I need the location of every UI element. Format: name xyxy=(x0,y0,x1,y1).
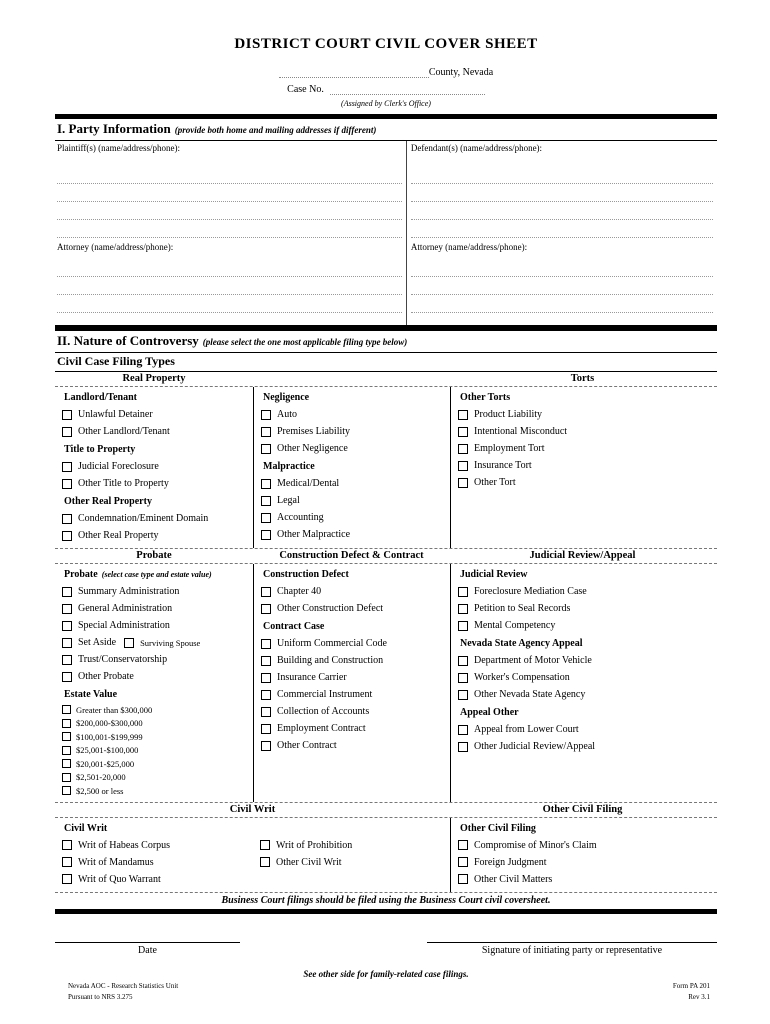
plaintiff-write-line[interactable] xyxy=(57,220,402,238)
checkbox[interactable] xyxy=(261,656,271,666)
band-header-label: Torts xyxy=(570,373,595,384)
plaintiffs-label: Plaintiff(s) (name/address/phone): xyxy=(57,143,181,153)
checkbox-label: Judicial Foreclosure xyxy=(78,461,159,472)
party-information-table xyxy=(55,141,717,326)
defendants-label: Defendant(s) (name/address/phone): xyxy=(410,143,543,153)
checkbox[interactable] xyxy=(458,742,468,752)
filing-group xyxy=(261,392,450,457)
checkbox[interactable] xyxy=(458,587,468,597)
filing-type-option xyxy=(62,757,253,771)
section2-header xyxy=(55,331,717,353)
checkbox[interactable] xyxy=(458,621,468,631)
footer-left xyxy=(68,981,178,1002)
group-title: Probate (select case type and estate value) xyxy=(64,569,212,580)
checkbox-label: Other Civil Matters xyxy=(474,873,553,885)
checkbox-label: $2,500 or less xyxy=(76,785,124,796)
group-title: Malpractice xyxy=(263,461,315,472)
footer-agency: Nevada AOC - Research Statistics Unit xyxy=(68,982,179,990)
filing-type-option xyxy=(261,423,450,440)
checkbox-label: Insurance Carrier xyxy=(277,672,347,683)
checkbox-label: Unlawful Detainer xyxy=(78,409,153,420)
group-title xyxy=(260,823,450,835)
checkbox-label: Writ of Habeas Corpus xyxy=(78,839,171,851)
checkbox[interactable] xyxy=(458,840,468,850)
group-title: Appeal Other xyxy=(460,707,519,718)
checkbox-label: General Administration xyxy=(78,603,173,614)
filing-type-option xyxy=(62,527,253,544)
checkbox-label: Trust/Conservatorship xyxy=(78,654,168,665)
filing-type-option xyxy=(62,475,253,492)
checkbox[interactable] xyxy=(458,444,468,454)
checkbox-label: Compromise of Minor's Claim xyxy=(474,839,597,851)
group-note: (select case type and estate value) xyxy=(97,570,212,579)
band-header-label: Civil Writ xyxy=(229,803,276,815)
filing-type-option xyxy=(261,600,450,617)
filing-band-3 xyxy=(55,802,717,892)
checkbox-label: Summary Administration xyxy=(78,586,180,597)
defendant-attorney-label: Attorney (name/address/phone): xyxy=(410,242,528,252)
band-header-row xyxy=(55,549,717,564)
checkbox[interactable] xyxy=(261,444,271,454)
filing-type-option xyxy=(261,492,450,509)
filing-group xyxy=(458,823,715,888)
checkbox[interactable] xyxy=(62,587,72,597)
band-header-row xyxy=(55,372,717,387)
filing-type-option xyxy=(261,475,450,492)
checkbox[interactable] xyxy=(261,724,271,734)
civil-case-filing-types-title: Civil Case Filing Types xyxy=(55,353,717,372)
filing-type-option xyxy=(260,837,450,854)
checkbox-label: Insurance Tort xyxy=(474,460,532,471)
filing-type-option xyxy=(62,871,253,888)
checkbox-label: Department of Motor Vehicle xyxy=(474,655,592,666)
checkbox-label: Petition to Seal Records xyxy=(474,603,571,614)
filing-type-option xyxy=(62,784,253,798)
filing-type-option xyxy=(458,583,715,600)
county-input-line[interactable] xyxy=(279,67,429,78)
checkbox[interactable] xyxy=(261,427,271,437)
checkbox[interactable] xyxy=(62,621,72,631)
checkbox-label: Other Judicial Review/Appeal xyxy=(474,741,596,752)
filing-type-option xyxy=(261,406,450,423)
filing-type-option xyxy=(261,526,450,543)
attorney-write-line[interactable] xyxy=(411,255,713,277)
plaintiff-attorney-column xyxy=(55,141,406,325)
checkbox[interactable] xyxy=(458,410,468,420)
group-title: Landlord/Tenant xyxy=(64,392,137,403)
checkbox-label: Foreclosure Mediation Case xyxy=(474,586,587,597)
band-column xyxy=(253,564,450,802)
band-header-label: Real Property xyxy=(122,373,186,384)
band-header-label: Construction Defect & Contract xyxy=(279,550,424,561)
filing-group xyxy=(458,569,715,634)
filing-type-option xyxy=(458,617,715,634)
filing-type-option xyxy=(458,652,715,669)
checkbox-label: Condemnation/Eminent Domain xyxy=(78,513,209,524)
defendant-attorney-column xyxy=(406,141,717,325)
case-number-row xyxy=(55,84,717,98)
band-column xyxy=(253,818,450,892)
checkbox-label: Other Construction Defect xyxy=(277,603,384,614)
checkbox-label: Collection of Accounts xyxy=(277,706,370,717)
checkbox[interactable] xyxy=(260,857,270,867)
checkbox[interactable] xyxy=(62,857,72,867)
checkbox[interactable] xyxy=(261,530,271,540)
filing-type-option xyxy=(260,854,450,871)
checkbox-label: $20,001-$25,000 xyxy=(76,758,135,769)
checkbox-label: Other Negligence xyxy=(277,443,348,454)
filing-type-option xyxy=(62,406,253,423)
filing-type-option xyxy=(261,652,450,669)
checkbox[interactable] xyxy=(261,707,271,717)
checkbox[interactable] xyxy=(261,513,271,523)
county-label: County, Nevada xyxy=(428,67,494,78)
form-title: DISTRICT COURT CIVIL COVER SHEET xyxy=(234,36,538,52)
checkbox[interactable] xyxy=(62,462,72,472)
checkbox[interactable] xyxy=(458,857,468,867)
checkbox-label: Worker's Compensation xyxy=(474,672,570,683)
section2-title: II. Nature of Controversy xyxy=(57,333,199,348)
checkbox-label: Other Tort xyxy=(474,477,516,488)
filing-type-option xyxy=(458,721,715,738)
checkbox[interactable] xyxy=(261,587,271,597)
checkbox[interactable] xyxy=(261,741,271,751)
checkbox[interactable] xyxy=(261,410,271,420)
filing-group xyxy=(62,496,253,544)
section1-subtitle: (provide both home and mailing addresses if different) xyxy=(174,125,377,135)
checkbox-label: Building and Construction xyxy=(277,655,384,666)
checkbox[interactable] xyxy=(62,514,72,524)
bottom-divider-bar xyxy=(55,909,717,914)
checkbox[interactable] xyxy=(62,773,71,782)
filing-type-option xyxy=(458,854,715,871)
filing-type-option xyxy=(62,617,253,634)
filing-type-option xyxy=(62,668,253,685)
group-title: Construction Defect xyxy=(263,569,349,580)
checkbox[interactable] xyxy=(62,672,72,682)
filing-group xyxy=(261,461,450,543)
filing-type-option xyxy=(458,457,715,474)
checkbox-label: Premises Liability xyxy=(277,426,351,437)
section1-title: I. Party Information xyxy=(57,121,171,136)
defendant-write-line[interactable] xyxy=(411,220,713,238)
checkbox[interactable] xyxy=(62,638,72,648)
band-header-label: Probate xyxy=(136,550,172,561)
band-column xyxy=(55,387,253,548)
checkbox-label: $100,001-$199,999 xyxy=(76,731,143,742)
checkbox-label: Greater than $300,000 xyxy=(76,704,153,715)
filing-group xyxy=(458,707,715,755)
checkbox[interactable] xyxy=(458,673,468,683)
filing-group xyxy=(458,638,715,703)
filing-type-option xyxy=(62,771,253,785)
assigned-by-clerk-note: (Assigned by Clerk's Office) xyxy=(341,99,431,108)
checkbox[interactable] xyxy=(62,719,71,728)
filing-type-option xyxy=(261,440,450,457)
group-title: Other Torts xyxy=(460,392,511,403)
group-title: Estate Value xyxy=(64,689,118,700)
band-column xyxy=(450,387,715,548)
filing-type-option xyxy=(62,423,253,440)
filing-type-option xyxy=(458,837,715,854)
filing-type-option xyxy=(62,717,253,731)
group-title: Other Real Property xyxy=(64,496,152,507)
filing-type-option xyxy=(62,458,253,475)
checkbox[interactable] xyxy=(261,604,271,614)
filing-type-option xyxy=(62,651,253,668)
group-title: Judicial Review xyxy=(460,569,528,580)
checkbox-label: $200,000-$300,000 xyxy=(76,718,143,729)
band-header-label: Judicial Review/Appeal xyxy=(529,550,636,561)
filing-type-option xyxy=(458,423,715,440)
filing-type-option xyxy=(62,583,253,600)
checkbox[interactable] xyxy=(62,705,71,714)
checkbox[interactable] xyxy=(458,725,468,735)
checkbox[interactable] xyxy=(62,427,72,437)
checkbox[interactable] xyxy=(458,604,468,614)
filing-group xyxy=(261,621,450,754)
checkbox[interactable] xyxy=(458,690,468,700)
group-title: Civil Writ xyxy=(64,822,108,834)
date-label: Date xyxy=(138,944,157,956)
checkbox[interactable] xyxy=(260,840,270,850)
checkbox-label: Employment Contract xyxy=(277,723,366,734)
filing-type-option xyxy=(458,738,715,755)
checkbox-label: $2,501-20,000 xyxy=(76,772,126,783)
checkbox-label: Intentional Misconduct xyxy=(474,426,568,437)
checkbox-label: Medical/Dental xyxy=(277,478,340,489)
checkbox[interactable] xyxy=(261,690,271,700)
checkbox-label: Accounting xyxy=(277,512,324,523)
checkbox-label: $25,001-$100,000 xyxy=(76,745,139,756)
filing-type-option xyxy=(261,669,450,686)
county-row xyxy=(55,67,717,81)
band-header-label: Other Civil Filing xyxy=(542,803,623,815)
case-no-label: Case No. xyxy=(287,84,324,95)
spacer xyxy=(57,313,402,325)
checkbox-label: Chapter 40 xyxy=(277,586,322,597)
filing-band-1 xyxy=(55,372,717,548)
footer-statute: Pursuant to NRS 3.275 xyxy=(68,992,133,1001)
checkbox[interactable] xyxy=(62,531,72,541)
defendant-write-line[interactable] xyxy=(411,202,713,220)
filing-group xyxy=(62,444,253,492)
form-footer xyxy=(68,981,710,1002)
checkbox-label: Other Real Property xyxy=(78,530,159,541)
band-column xyxy=(450,818,715,892)
filing-group xyxy=(62,569,253,685)
filing-type-selector xyxy=(55,372,717,892)
filing-type-option xyxy=(458,474,715,491)
plaintiff-write-line[interactable] xyxy=(57,156,402,184)
filing-type-option xyxy=(62,837,253,854)
checkbox-label: Other Probate xyxy=(78,671,134,682)
checkbox[interactable] xyxy=(62,732,71,741)
checkbox-label: Surviving Spouse xyxy=(140,637,201,648)
checkbox-label: Foreign Judgment xyxy=(474,856,547,868)
checkbox-label: Special Administration xyxy=(78,620,170,631)
family-filings-note: See other side for family-related case filings. xyxy=(303,968,469,979)
band-column xyxy=(253,387,450,548)
group-title: Contract Case xyxy=(263,621,325,632)
filing-type-option xyxy=(458,686,715,703)
filing-type-option xyxy=(458,871,715,888)
filing-type-option xyxy=(261,703,450,720)
plaintiff-write-line[interactable] xyxy=(57,202,402,220)
checkbox-label: Product Liability xyxy=(474,409,543,420)
signature-block xyxy=(427,942,717,956)
attorney-write-line[interactable] xyxy=(57,295,402,313)
filing-band-2 xyxy=(55,548,717,802)
checkbox-label: Other Title to Property xyxy=(78,478,169,489)
filing-group xyxy=(62,392,253,440)
checkbox[interactable] xyxy=(124,638,134,648)
checkbox[interactable] xyxy=(261,673,271,683)
group-title: Nevada State Agency Appeal xyxy=(460,638,583,649)
checkbox-label: Writ of Prohibition xyxy=(276,839,353,851)
checkbox-label: Other Landlord/Tenant xyxy=(78,426,170,437)
attorney-write-line[interactable] xyxy=(57,277,402,295)
checkbox[interactable] xyxy=(62,874,72,884)
band-header-label xyxy=(253,372,450,386)
checkbox-label: Mental Competency xyxy=(474,620,556,631)
checkbox[interactable] xyxy=(62,786,71,795)
signature-row xyxy=(55,942,717,956)
filing-type-option xyxy=(62,600,253,617)
business-court-note: Business Court filings should be filed using the Business Court civil coversheet. xyxy=(55,892,717,909)
checkbox-label: Writ of Quo Warrant xyxy=(78,873,161,885)
filing-group xyxy=(62,823,253,888)
checkbox-label: Employment Tort xyxy=(474,443,545,454)
filing-group xyxy=(260,823,450,871)
group-title: Negligence xyxy=(263,392,310,403)
case-no-input-line[interactable] xyxy=(330,84,485,95)
checkbox-label: Auto xyxy=(277,409,297,420)
filing-type-option xyxy=(458,600,715,617)
checkbox-label: Other Nevada State Agency xyxy=(474,689,586,700)
footer-revision: Rev 3.1 xyxy=(688,992,710,1001)
filing-type-option xyxy=(261,720,450,737)
footer-form-number: Form PA 201 xyxy=(672,982,710,990)
footer-right xyxy=(673,981,710,1002)
checkbox[interactable] xyxy=(261,639,271,649)
checkbox[interactable] xyxy=(62,840,72,850)
checkbox-label: Other Malpractice xyxy=(277,529,351,540)
filing-type-option xyxy=(62,634,253,651)
checkbox[interactable] xyxy=(261,496,271,506)
signature-label: Signature of initiating party or representative xyxy=(481,944,663,956)
checkbox[interactable] xyxy=(261,479,271,489)
filing-type-option xyxy=(62,744,253,758)
checkbox-label: Appeal from Lower Court xyxy=(474,724,579,735)
checkbox[interactable] xyxy=(62,604,72,614)
filing-type-option xyxy=(261,635,450,652)
filing-type-option xyxy=(261,686,450,703)
checkbox[interactable] xyxy=(62,759,71,768)
band-header-row xyxy=(55,803,717,818)
filing-type-option xyxy=(62,854,253,871)
filing-type-option xyxy=(458,669,715,686)
filing-type-option xyxy=(62,703,253,717)
checkbox-label: Other Contract xyxy=(277,740,337,751)
band-column xyxy=(55,564,253,802)
checkbox[interactable] xyxy=(62,479,72,489)
checkbox[interactable] xyxy=(458,461,468,471)
filing-type-option xyxy=(458,406,715,423)
plaintiff-attorney-label: Attorney (name/address/phone): xyxy=(57,242,174,252)
defendant-write-line[interactable] xyxy=(411,156,713,184)
date-block xyxy=(55,942,240,956)
checkbox[interactable] xyxy=(458,656,468,666)
group-title: Other Civil Filing xyxy=(460,822,536,834)
band-column xyxy=(55,818,253,892)
checkbox[interactable] xyxy=(458,478,468,488)
checkbox[interactable] xyxy=(62,410,72,420)
attorney-write-line[interactable] xyxy=(411,295,713,313)
checkbox-label: Other Civil Writ xyxy=(276,856,342,868)
checkbox[interactable] xyxy=(458,874,468,884)
checkbox-label: Uniform Commercial Code xyxy=(277,638,387,649)
filing-type-option xyxy=(261,737,450,754)
filing-group xyxy=(458,392,715,491)
band-column xyxy=(450,564,715,802)
filing-type-option xyxy=(62,510,253,527)
filing-type-option xyxy=(62,730,253,744)
checkbox[interactable] xyxy=(458,427,468,437)
filing-type-option xyxy=(261,583,450,600)
checkbox-label: Commercial Instrument xyxy=(277,689,373,700)
filing-type-option xyxy=(261,509,450,526)
attorney-write-line[interactable] xyxy=(411,277,713,295)
defendant-write-line[interactable] xyxy=(411,184,713,202)
filing-group xyxy=(62,689,253,798)
checkbox-label: Legal xyxy=(277,495,300,506)
checkbox[interactable] xyxy=(62,655,72,665)
plaintiff-write-line[interactable] xyxy=(57,184,402,202)
group-title: Title to Property xyxy=(64,444,136,455)
filing-type-option xyxy=(458,440,715,457)
checkbox-label: Set Aside xyxy=(78,637,117,648)
filing-group xyxy=(261,569,450,617)
checkbox-label: Writ of Mandamus xyxy=(78,856,154,868)
section1-header xyxy=(55,119,717,141)
section2-subtitle: (please select the one most applicable filing type below) xyxy=(202,337,408,347)
spacer xyxy=(411,313,713,325)
attorney-write-line[interactable] xyxy=(57,255,402,277)
checkbox[interactable] xyxy=(62,746,71,755)
